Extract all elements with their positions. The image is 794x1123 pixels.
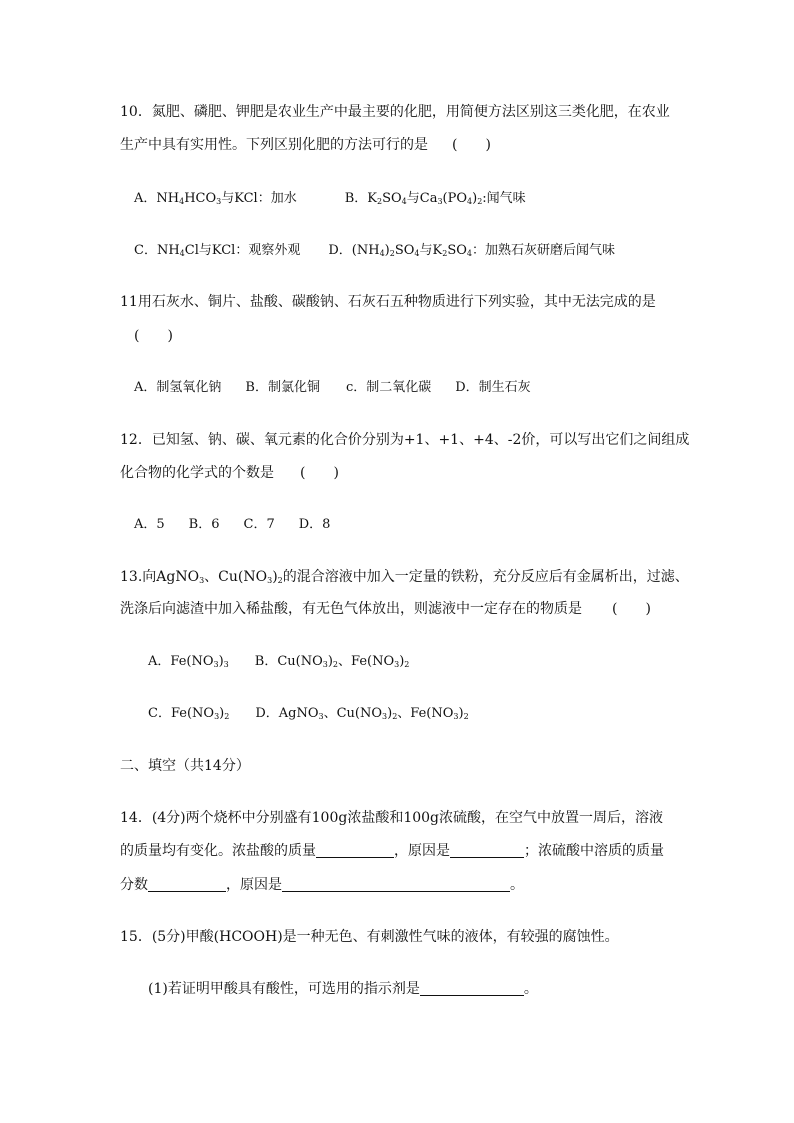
- q14-blank-3[interactable]: [148, 877, 226, 892]
- q11-option-b: B．制氯化铜: [245, 380, 320, 395]
- q13-answer-bracket: ( ): [612, 601, 651, 617]
- q15-sub-1: (1)若证明甲酸具有酸性，可选用的指示剂是 。: [148, 981, 538, 997]
- q10-options-ab: [134, 189, 526, 209]
- q13-option-c: C．$Fe(NO_3)_2$: [148, 706, 230, 721]
- q11-option-a: A．制氢氧化钠: [134, 380, 222, 395]
- q14-line-3: 分数 ，原因是 。: [120, 877, 524, 893]
- q12-stem: 化合物的化学式的个数是: [120, 465, 274, 481]
- q12-line-1: 12．已知氢、钠、碳、氧元素的化合价分别为+1、+1、+4、-2价，可以写出它们之间组成: [120, 432, 690, 448]
- q11-answer-bracket: ( ): [134, 328, 173, 344]
- q10-line-1: 10．氮肥、磷肥、钾肥是农业生产中最主要的化肥，用简便方法区别这三类化肥，在农业: [120, 104, 670, 120]
- q10-option-a: A．$NH_4HCO_3$与KCl：加水: [134, 191, 297, 206]
- q13-options-ab: [148, 652, 409, 672]
- q13-option-d: D．AgNO$_3$、$Cu(NO_3)_2$、$Fe(NO_3)_2$: [255, 706, 469, 721]
- q14-line-1: 14．(4分)两个烧杯中分别盛有100g浓盐酸和100g浓硫酸，在空气中放置一周后，溶液: [120, 810, 664, 826]
- q12-options: [134, 515, 330, 535]
- q10-option-d: D．$(NH_4)_2SO_4$与$K_2SO_4$：加熟石灰研磨后闻气味: [328, 243, 615, 258]
- q12-option-a: A．5: [134, 517, 165, 532]
- q13-stem: 洗涤后向滤渣中加入稀盐酸，有无色气体放出，则滤液中一定存在的物质是: [120, 601, 582, 617]
- q12-line-2: [120, 463, 339, 483]
- section-title: 二、填空（共14分）: [120, 758, 250, 774]
- q10-line-2: [120, 135, 491, 155]
- q15-blank-1[interactable]: [420, 981, 524, 996]
- q13-line-1: 13.向AgNO$_3$、$Cu(NO_3)_2$的混合溶液中加入一定量的铁粉，充分反应后有金属析出，过滤、: [120, 569, 689, 585]
- q14-blank-4[interactable]: [282, 877, 510, 892]
- q13-options-cd: [148, 704, 469, 724]
- q11-option-d: D．制生石灰: [455, 380, 531, 395]
- q10-stem: 生产中具有实用性。下列区别化肥的方法可行的是: [120, 137, 428, 153]
- q13-line-2: [120, 599, 651, 619]
- q15-line-1: 15．(5分)甲酸(HCOOH)是一种无色、有刺激性气味的液体，有较强的腐蚀性。: [120, 929, 619, 945]
- q10-option-c: C．$NH_4Cl$与KCl：观察外观: [134, 243, 301, 258]
- q13-option-b: B．$Cu(NO_3)_2$、$Fe(NO_3)_2$: [254, 654, 410, 669]
- q12-answer-bracket: ( ): [300, 465, 339, 481]
- q13-option-a: A．$Fe(NO_3)_3$: [148, 654, 229, 669]
- q11-options: [134, 378, 531, 398]
- q12-option-d: D．8: [298, 517, 331, 532]
- q14-blank-1[interactable]: [316, 843, 394, 858]
- q12-option-c: C．7: [243, 517, 275, 532]
- q10-options-cd: [134, 241, 615, 261]
- q12-option-b: B．6: [188, 517, 220, 532]
- q11-line-1: 11用石灰水、铜片、盐酸、碳酸钠、石灰石五种物质进行下列实验，其中无法完成的是: [120, 294, 656, 310]
- q14-blank-2[interactable]: [450, 843, 524, 858]
- q10-answer-bracket: ( ): [452, 137, 491, 153]
- q10-option-b: B．$K_2SO_4$与$Ca_3(PO_4)_2$:闻气味: [344, 191, 526, 206]
- q14-line-2: 的质量均有变化。浓盐酸的质量 ，原因是 ；浓硫酸中溶质的质量: [120, 843, 664, 859]
- q11-option-c: c．制二氧化碳: [345, 380, 432, 395]
